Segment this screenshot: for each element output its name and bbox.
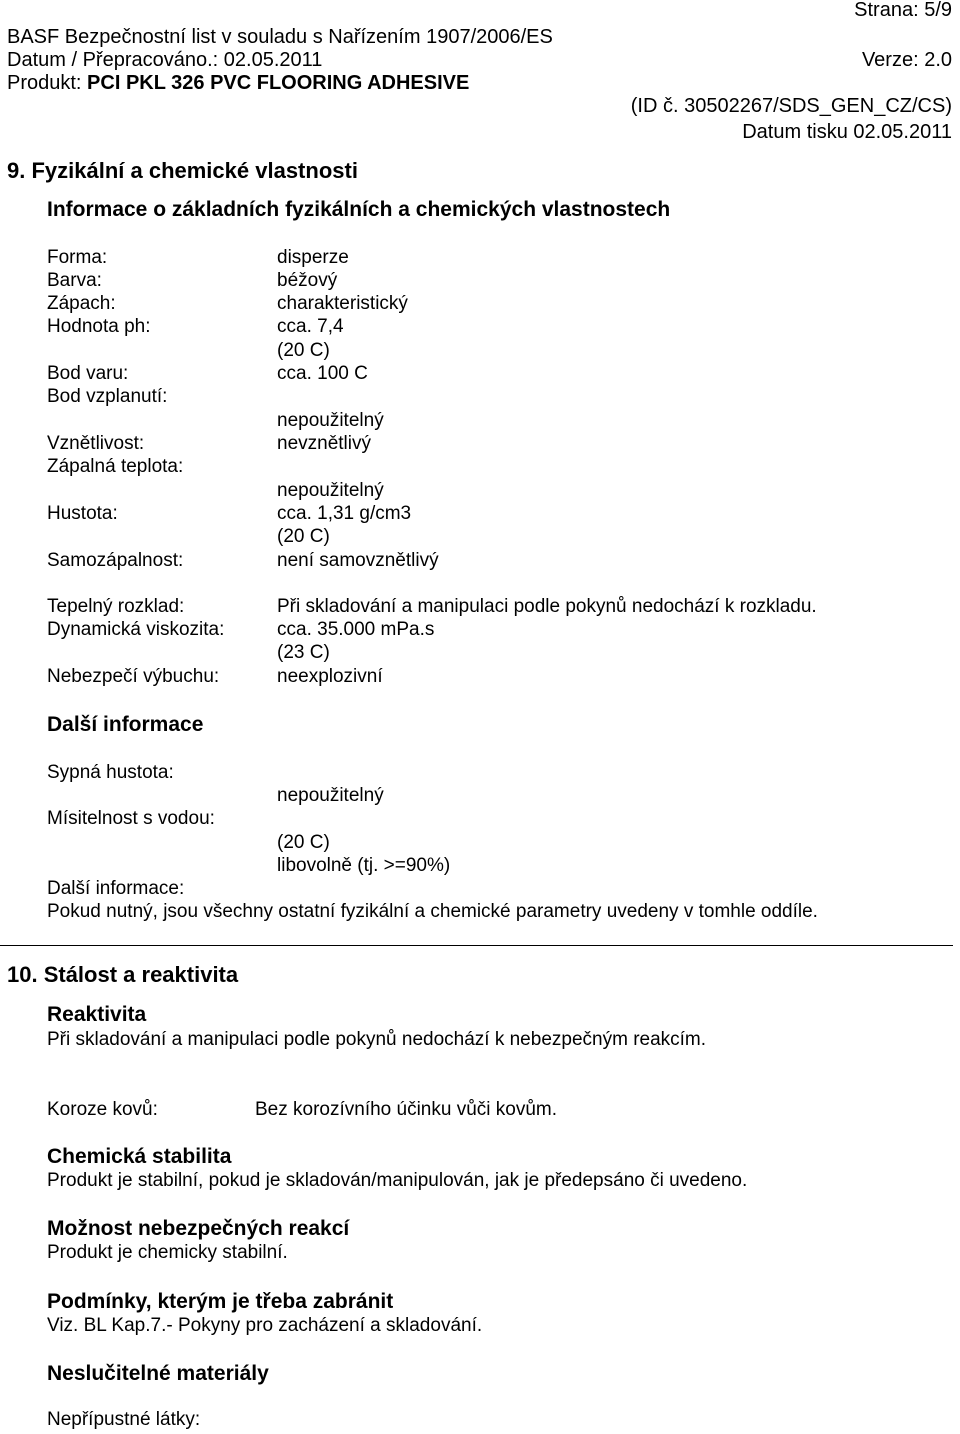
section-divider: [0, 945, 953, 946]
product-label: Produkt:: [7, 72, 88, 94]
property-value: (23 C): [277, 642, 330, 663]
other-info-label: Další informace:: [47, 878, 185, 899]
property-label: Forma:: [47, 247, 108, 268]
property-label: Bod varu:: [47, 363, 129, 384]
stability-heading: Chemická stabilita: [47, 1145, 232, 1168]
version: Verze: 2.0: [861, 49, 952, 71]
incompatible-heading: Neslučitelné materiály: [47, 1362, 269, 1385]
property-value: charakteristický: [277, 293, 408, 314]
property-label: Barva:: [47, 270, 102, 291]
property-label: Dynamická viskozita:: [47, 619, 225, 640]
property-value: neexplozivní: [277, 666, 383, 687]
property-label: Zápalná teplota:: [47, 456, 184, 477]
property-value: cca. 100 C: [277, 363, 368, 384]
property-label: Vznětlivost:: [47, 433, 145, 454]
property-label: Tepelný rozklad:: [47, 596, 185, 617]
property-label: Zápach:: [47, 293, 116, 314]
property-value: (20 C): [277, 526, 330, 547]
conditions-text: Viz. BL Kap.7.- Pokyny pro zacházení a skladování.: [47, 1315, 483, 1336]
property-value: béžový: [277, 270, 338, 291]
property-label: Nebezpečí výbuchu:: [47, 666, 220, 687]
document-title: BASF Bezpečnostní list v souladu s Nařízením 1907/2006/ES: [7, 26, 553, 48]
section-9-subheading: Informace o základních fyzikálních a chemických vlastnostech: [47, 198, 671, 221]
page-number: Strana: 5/9: [854, 0, 952, 21]
stability-text: Produkt je stabilní, pokud je skladován/manipulován, jak je předepsáno či uvedeno.: [47, 1170, 748, 1191]
property-value: disperze: [277, 247, 349, 268]
miscibility-value: libovolně (tj. >=90%): [277, 855, 451, 876]
property-value: (20 C): [277, 340, 330, 361]
property-label: Bod vzplanutí:: [47, 386, 168, 407]
property-label: Hodnota ph:: [47, 316, 151, 337]
reactivity-text: Při skladování a manipulaci podle pokynů nedochází k nebezpečným reakcím.: [47, 1029, 707, 1050]
miscibility-label: Mísitelnost s vodou:: [47, 808, 215, 829]
bulk-density-value: nepoužitelný: [277, 785, 384, 806]
print-date: Datum tisku 02.05.2011: [742, 121, 952, 143]
product-line: [7, 73, 469, 93]
property-label: Hustota:: [47, 503, 118, 524]
further-info-heading: Další informace: [47, 713, 204, 736]
property-value: Při skladování a manipulaci podle pokynů nedochází k rozkladu.: [277, 596, 817, 617]
incompatible-label: Nepřípustné látky:: [47, 1409, 201, 1430]
corrosion-label: Koroze kovů:: [47, 1099, 158, 1120]
section-9-heading: 9. Fyzikální a chemické vlastnosti: [7, 158, 358, 183]
section-10-heading: 10. Stálost a reaktivita: [7, 962, 239, 987]
reactivity-heading: Reaktivita: [47, 1003, 147, 1026]
property-value: cca. 7,4: [277, 316, 344, 337]
property-value: nevznětlivý: [277, 433, 371, 454]
product-name: PCI PKL 326 PVC FLOORING ADHESIVE: [87, 72, 470, 94]
property-value: cca. 35.000 mPa.s: [277, 619, 435, 640]
property-label: Samozápalnost:: [47, 550, 184, 571]
miscibility-value: (20 C): [277, 832, 330, 853]
conditions-heading: Podmínky, kterým je třeba zabránit: [47, 1290, 394, 1313]
hazard-text: Produkt je chemicky stabilní.: [47, 1242, 288, 1263]
property-value: není samovznětlivý: [277, 550, 439, 571]
property-value: cca. 1,31 g/cm3: [277, 503, 412, 524]
document-id: (ID č. 30502267/SDS_GEN_CZ/CS): [630, 95, 952, 117]
bulk-density-label: Sypná hustota:: [47, 762, 174, 783]
property-value: nepoužitelný: [277, 410, 384, 431]
property-value: nepoužitelný: [277, 480, 384, 501]
corrosion-value: Bez korozívního účinku vůči kovům.: [255, 1099, 558, 1120]
hazard-heading: Možnost nebezpečných reakcí: [47, 1217, 350, 1240]
revision-date: Datum / Přepracováno.: 02.05.2011: [7, 49, 323, 71]
other-info-text: Pokud nutný, jsou všechny ostatní fyzikální a chemické parametry uvedeny v tomhle oddíle.: [47, 901, 818, 922]
